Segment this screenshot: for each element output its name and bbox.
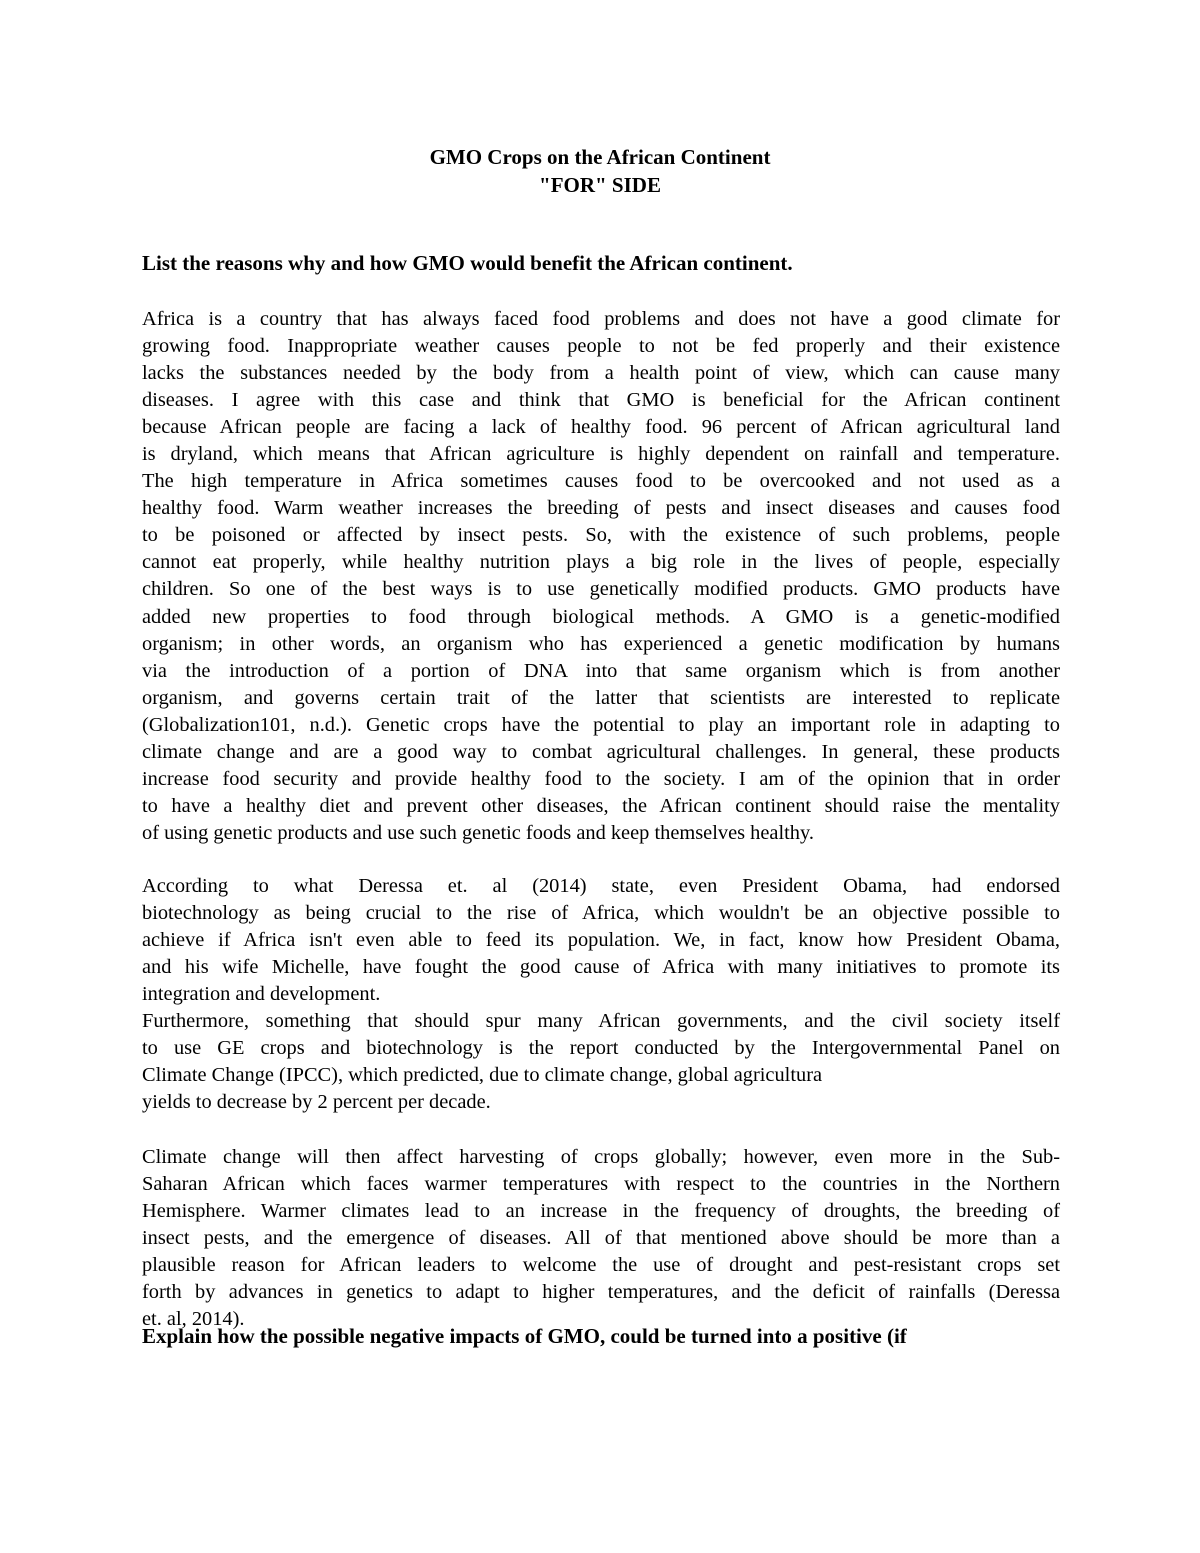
text-line: insect pests, and the emergence of diseases. All of that mentioned above should be more than a — [142, 1227, 1060, 1250]
text-line: Furthermore, something that should spur many African governments, and the civil society itself — [142, 1010, 1060, 1032]
text-line: is dryland, which means that African agriculture is highly dependent on rainfall and temperature. — [142, 443, 1060, 466]
text-line: Hemisphere. Warmer climates lead to an increase in the frequency of droughts, the breeding of — [142, 1200, 1060, 1223]
paragraph-africa-food-problems — [142, 306, 1060, 847]
text-line: diseases. I agree with this case and think that GMO is beneficial for the African continent — [142, 389, 1060, 412]
title-line-2: "FOR" SIDE — [539, 173, 661, 197]
text-line: According to what Deressa et. al (2014) state, even President Obama, had endorsed — [142, 875, 1060, 897]
text-line: growing food. Inappropriate weather causes people to not be fed properly and their existence — [142, 335, 1060, 358]
text-line: lacks the substances needed by the body from a health point of view, which can cause many — [142, 362, 1060, 385]
paragraph-climate-change — [142, 1144, 1060, 1333]
text-line: yields to decrease by 2 percent per decade. — [142, 1091, 491, 1114]
text-line: (Globalization101, n.d.). Genetic crops have the potential to play an important role in adapting to — [142, 713, 1060, 736]
text-line: et. al, 2014). — [142, 1308, 245, 1331]
text-line: Africa is a country that has always faced food problems and does not have a good climate for — [142, 308, 1060, 330]
section-heading-benefits: List the reasons why and how GMO would benefit the African continent. — [142, 251, 793, 275]
text-line: integration and development. — [142, 983, 381, 1006]
text-line: organism, and governs certain trait of the latter that scientists are interested to replicate — [142, 686, 1060, 709]
text-line: climate change and are a good way to combat agricultural challenges. In general, these products — [142, 740, 1060, 763]
text-line: and his wife Michelle, have fought the good cause of Africa with many initiatives to promote its — [142, 956, 1060, 979]
text-line: to have a healthy diet and prevent other diseases, the African continent should raise the mentality — [142, 794, 1060, 817]
text-line: to use GE crops and biotechnology is the report conducted by the Intergovernmental Panel on — [142, 1037, 1060, 1060]
text-line: achieve if Africa isn't even able to feed its population. We, in fact, know how President Obama, — [142, 929, 1060, 952]
text-line: of using genetic products and use such genetic foods and keep themselves healthy. — [142, 821, 814, 844]
text-line: biotechnology as being crucial to the rise of Africa, which wouldn't be an objective possible to — [142, 902, 1060, 925]
text-line: The high temperature in Africa sometimes causes food to be overcooked and not used as a — [142, 470, 1060, 493]
text-line: children. So one of the best ways is to use genetically modified products. GMO products have — [142, 578, 1060, 601]
text-line: because African people are facing a lack of healthy food. 96 percent of African agricultural land — [142, 416, 1060, 439]
text-line: forth by advances in genetics to adapt to higher temperatures, and the deficit of rainfalls (Deressa — [142, 1281, 1060, 1304]
paragraph-obama-biotechnology — [142, 873, 1060, 1008]
section-heading-negative-impacts: Explain how the possible negative impacts of GMO, could be turned into a positive (if — [142, 1324, 907, 1348]
text-line: Saharan African which faces warmer temperatures with respect to the countries in the Northern — [142, 1173, 1060, 1196]
text-line: to be poisoned or affected by insect pests. So, with the existence of such problems, people — [142, 524, 1060, 547]
text-line: added new properties to food through biological methods. A GMO is a genetic-modified — [142, 605, 1060, 628]
text-line: healthy food. Warm weather increases the breeding of pests and insect diseases and causes food — [142, 497, 1060, 520]
title-line-1: GMO Crops on the African Continent — [429, 145, 771, 169]
document-title — [0, 143, 1200, 199]
paragraph-ipcc-report — [142, 1008, 1060, 1116]
text-line: Climate Change (IPCC), which predicted, due to climate change, global agricultura — [142, 1064, 823, 1087]
text-line: increase food security and provide healthy food to the society. I am of the opinion that in order — [142, 767, 1060, 790]
text-line: cannot eat properly, while healthy nutrition plays a big role in the lives of people, especially — [142, 551, 1060, 574]
text-line: Climate change will then affect harvesting of crops globally; however, even more in the Sub- — [142, 1146, 1060, 1168]
text-line: plausible reason for African leaders to welcome the use of drought and pest-resistant crops set — [142, 1254, 1060, 1277]
text-line: via the introduction of a portion of DNA into that same organism which is from another — [142, 659, 1060, 682]
text-line: organism; in other words, an organism who has experienced a genetic modification by humans — [142, 632, 1060, 655]
